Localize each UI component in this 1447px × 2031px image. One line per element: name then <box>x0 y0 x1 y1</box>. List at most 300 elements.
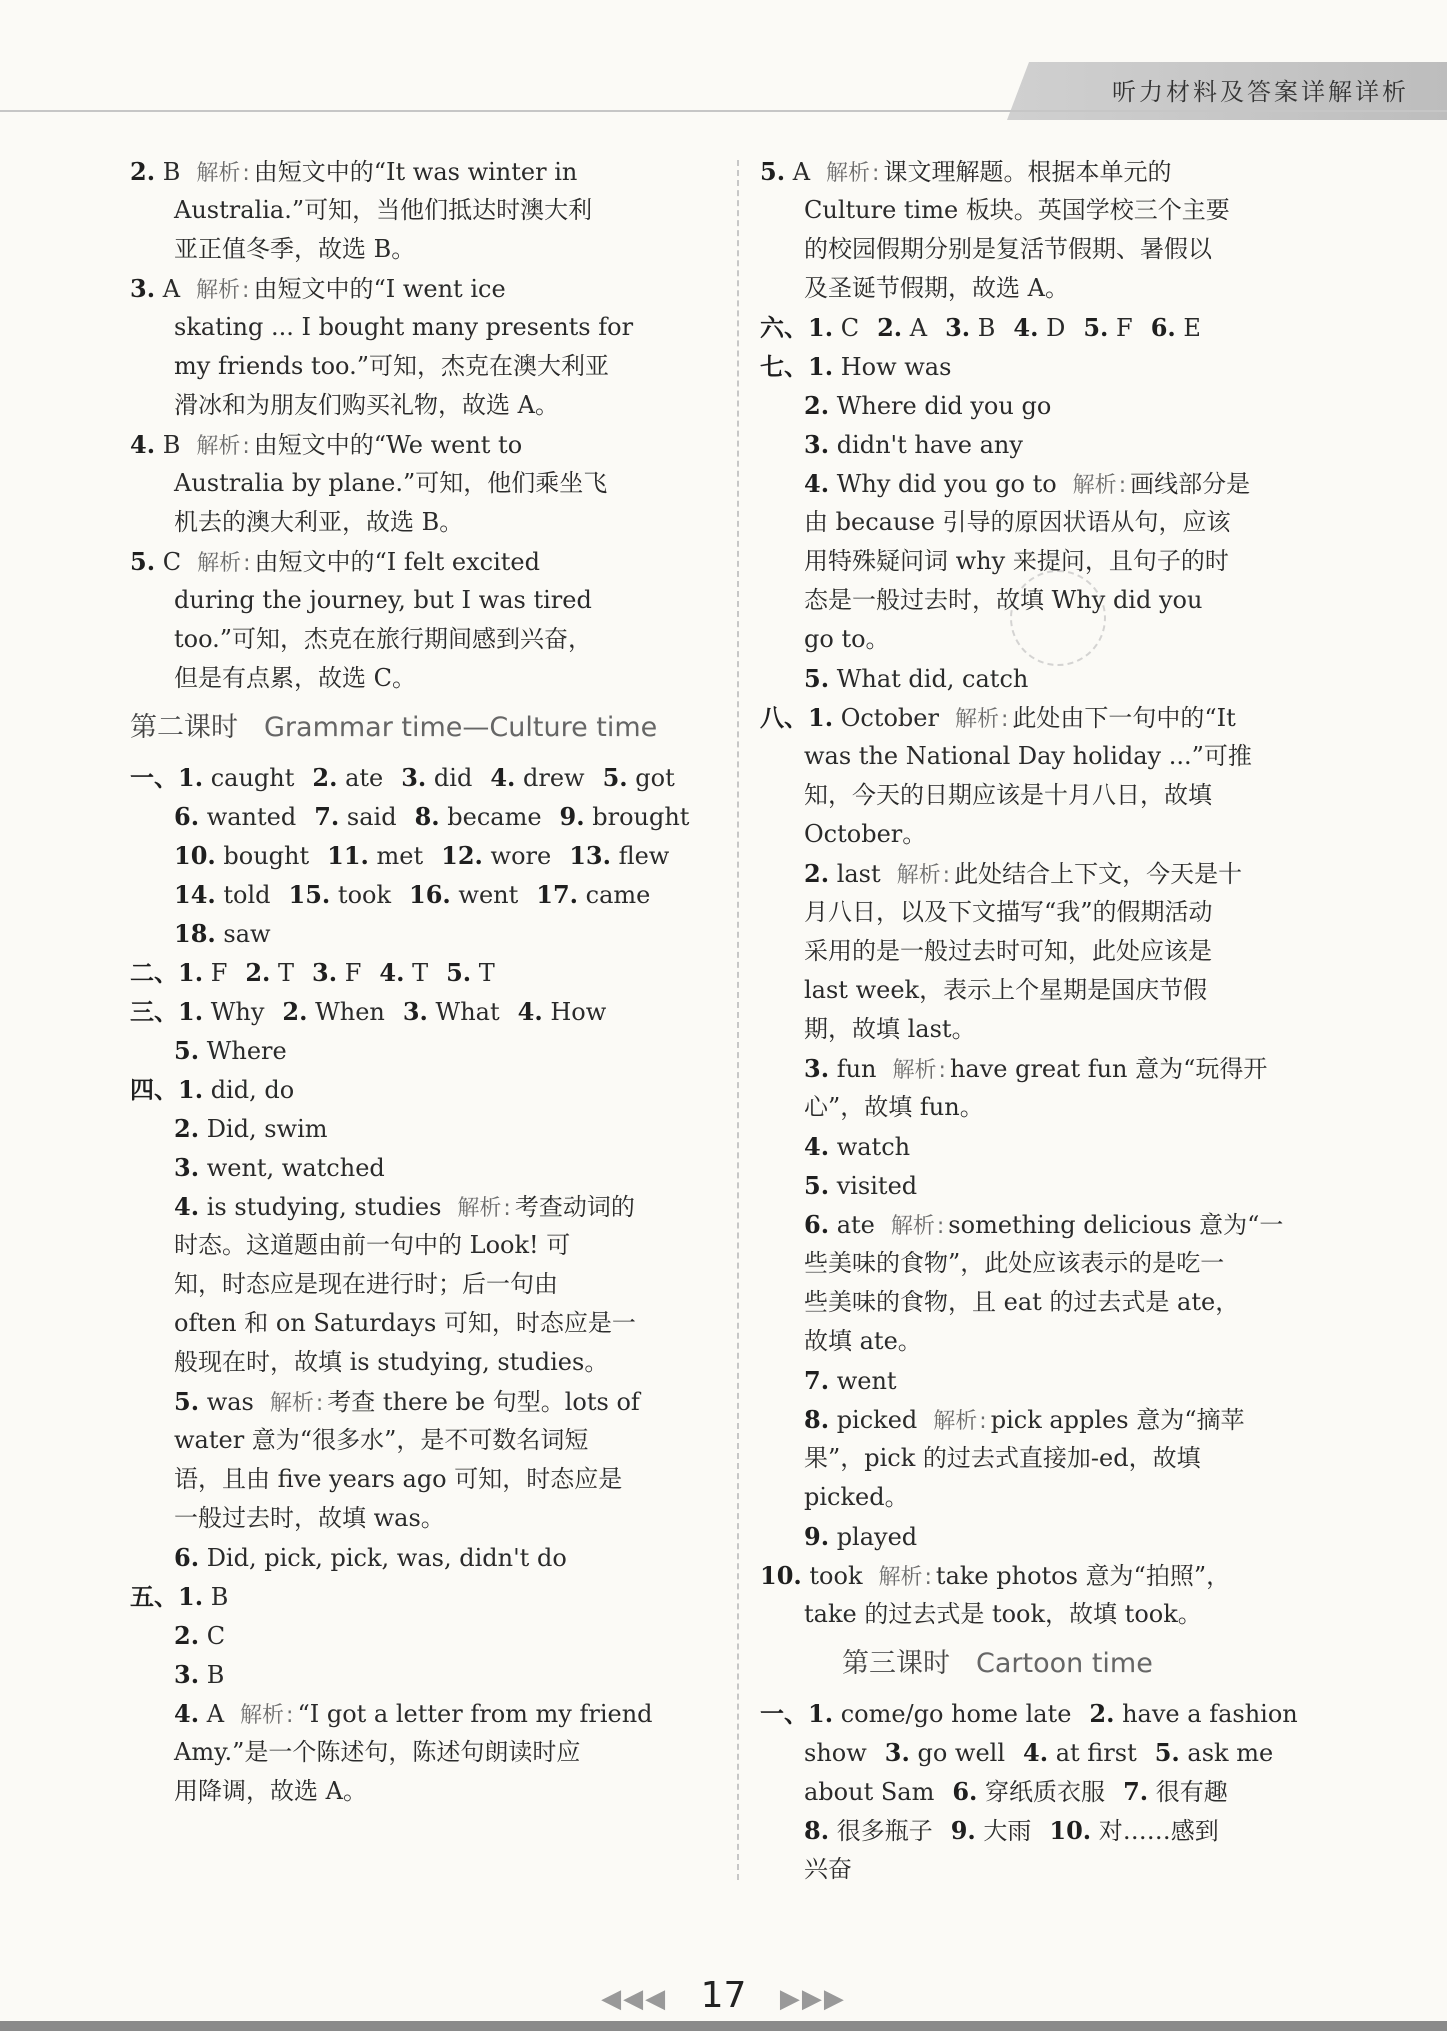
item-number: 4. <box>1023 1738 1049 1767</box>
answer-line <box>130 1499 710 1538</box>
item-number: 3. <box>884 1738 910 1767</box>
item-answer: C <box>199 1622 226 1650</box>
answer-line <box>760 1127 1340 1166</box>
item-number: 1. <box>808 703 834 732</box>
item-answer: visited <box>829 1172 918 1200</box>
line-text: 知，时态应是现在进行时；后一句由 <box>174 1270 558 1298</box>
item-answer: Did, pick, pick, was, didn't do <box>199 1544 567 1572</box>
analysis-label: 解析 <box>1072 473 1117 498</box>
section-marker: 二、 <box>130 958 178 987</box>
line-text: 故填 ate。 <box>804 1327 922 1355</box>
analysis-label: 解析 <box>826 161 871 186</box>
answer-line <box>130 464 710 503</box>
analysis-colon: : <box>286 1703 294 1728</box>
answer-line <box>760 971 1340 1010</box>
answer-line <box>760 1850 1340 1889</box>
item-answer: caught <box>203 764 295 792</box>
item-number: 10. <box>174 841 216 870</box>
item-answer: have a fashion <box>1114 1700 1298 1728</box>
item-number: 2. <box>1089 1699 1115 1728</box>
item-number: 7. <box>314 802 340 831</box>
item-number: 17. <box>536 880 579 909</box>
item-number: 4. <box>379 958 405 987</box>
answer-line <box>130 425 710 464</box>
item-number: 1. <box>808 1699 834 1728</box>
section-marker: 一、 <box>760 1699 808 1728</box>
answer-line <box>760 386 1340 425</box>
line-text: 知，今天的日期应该是十月八日，故填 <box>804 781 1212 809</box>
item-answer: did, do <box>203 1076 295 1104</box>
analysis-text: 课文理解题。根据本单元的 <box>883 158 1172 186</box>
item-answer: When <box>307 998 385 1026</box>
answer-line <box>130 875 710 914</box>
item-number: 1. <box>178 958 204 987</box>
item-answer: C <box>155 548 182 576</box>
analysis-colon: : <box>1000 707 1009 732</box>
line-text: was the National Day holiday ...”可推 <box>804 742 1252 770</box>
item-answer: A <box>155 275 181 303</box>
item-number: 5. <box>174 1387 200 1416</box>
item-answer: F <box>203 959 228 987</box>
lesson-subtitle: Grammar time—Culture time <box>264 712 658 743</box>
analysis-colon: : <box>243 551 251 576</box>
line-text: too.”可知，杰克在旅行期间感到兴奋， <box>174 625 593 653</box>
section-marker: 七、 <box>760 352 808 381</box>
item-number: 5. <box>804 1171 830 1200</box>
item-number: 11. <box>327 841 369 870</box>
answer-line <box>130 797 710 836</box>
item-answer: B <box>203 1583 229 1611</box>
analysis-colon: : <box>938 1058 946 1083</box>
header-rule <box>0 110 1447 112</box>
answer-line <box>760 620 1340 659</box>
answer-line <box>130 542 710 581</box>
item-number: 5. <box>1154 1738 1180 1767</box>
answer-line <box>760 230 1340 269</box>
answer-line <box>760 854 1340 893</box>
page-number: 17 <box>700 1975 747 2016</box>
answer-line <box>760 815 1340 854</box>
item-number: 4. <box>1013 313 1039 342</box>
analysis-text: 此处结合上下文，今天是十 <box>954 860 1243 888</box>
answer-line <box>130 152 710 191</box>
answer-line <box>760 1595 1340 1634</box>
item-number: 8. <box>804 1816 830 1845</box>
analysis-colon: : <box>979 1409 987 1434</box>
line-text: 果”，pick 的过去式直接加-ed，故填 <box>804 1444 1201 1472</box>
column-divider <box>737 160 739 1880</box>
answer-line <box>760 1694 1340 1733</box>
answer-line <box>760 1010 1340 1049</box>
answer-line <box>760 347 1340 386</box>
item-number: 6. <box>174 802 200 831</box>
analysis-colon: : <box>503 1196 511 1221</box>
item-number: 1. <box>178 997 204 1026</box>
analysis-colon: : <box>872 161 880 186</box>
answer-line <box>760 698 1340 737</box>
item-number: 7. <box>1123 1777 1149 1806</box>
line-text: 但是有点累，故选 C。 <box>174 664 416 692</box>
item-answer: watch <box>829 1133 911 1161</box>
analysis-colon: : <box>1118 473 1127 498</box>
item-answer: F <box>1108 314 1133 342</box>
answer-line <box>760 152 1340 191</box>
answer-line <box>130 1772 710 1811</box>
answer-line <box>130 308 710 347</box>
answer-line <box>760 1439 1340 1478</box>
analysis-colon: : <box>315 1391 324 1416</box>
analysis-text: have great fun 意为“玩得开 <box>949 1055 1268 1083</box>
item-number: 3. <box>804 430 830 459</box>
item-answer: A <box>785 158 811 186</box>
item-number: 4. <box>174 1699 200 1728</box>
answer-line <box>760 893 1340 932</box>
item-answer: said <box>339 803 397 831</box>
line-text: 用降调，故选 A。 <box>174 1777 367 1805</box>
item-answer: 穿纸质衣服 <box>977 1778 1106 1806</box>
prev-arrows-icon: ◀◀◀ <box>601 1984 668 2014</box>
answer-line <box>130 1226 710 1265</box>
item-number: 5. <box>446 958 472 987</box>
item-number: 9. <box>950 1816 976 1845</box>
item-number: 4. <box>517 997 543 1026</box>
item-number: 7. <box>804 1366 830 1395</box>
answer-line <box>760 1361 1340 1400</box>
item-number: 8. <box>414 802 440 831</box>
line-text: 一般过去时，故填 was。 <box>174 1504 445 1532</box>
item-answer: A <box>199 1700 225 1728</box>
item-answer: took <box>330 881 392 909</box>
answer-line <box>130 503 710 542</box>
answer-line <box>130 1265 710 1304</box>
line-text: 期，故填 last。 <box>804 1015 976 1043</box>
answer-line <box>760 464 1340 503</box>
next-arrows-icon: ▶▶▶ <box>779 1984 846 2014</box>
item-number: 3. <box>130 274 156 303</box>
item-number: 3. <box>174 1660 200 1689</box>
item-answer: 大雨 <box>975 1817 1032 1845</box>
analysis-colon: : <box>942 863 951 888</box>
line-text: Culture time 板块。英国学校三个主要 <box>804 196 1230 224</box>
item-answer: 对……感到 <box>1091 1817 1219 1845</box>
answer-line <box>130 1343 710 1382</box>
answer-line <box>760 542 1340 581</box>
line-text: 由 because 引导的原因状语从句，应该 <box>804 508 1231 536</box>
line-text: 心”，故填 fun。 <box>804 1093 984 1121</box>
answer-line <box>130 230 710 269</box>
item-answer: B <box>199 1661 225 1689</box>
item-answer: is studying, studies <box>199 1193 442 1221</box>
analysis-label: 解析 <box>196 161 241 186</box>
line-text: water 意为“很多水”，是不可数名词短 <box>174 1426 589 1454</box>
line-text: Australia by plane.”可知，他们乘坐飞 <box>174 469 608 497</box>
answer-line <box>760 269 1340 308</box>
item-number: 3. <box>312 958 338 987</box>
answer-line <box>760 659 1340 698</box>
item-number: 4. <box>490 763 516 792</box>
item-answer: ate <box>337 764 384 792</box>
line-text: my friends too.”可知，杰克在澳大利亚 <box>174 352 609 380</box>
line-text: 采用的是一般过去时可知，此处应该是 <box>804 937 1212 965</box>
analysis-text: 由短文中的“I went ice <box>253 275 506 303</box>
item-number: 13. <box>569 841 611 870</box>
answer-line <box>130 191 710 230</box>
section-marker: 四、 <box>130 1075 178 1104</box>
item-answer: F <box>337 959 362 987</box>
item-number: 5. <box>804 664 830 693</box>
item-answer: came <box>578 881 651 909</box>
item-number: 4. <box>804 469 830 498</box>
section-marker: 六、 <box>760 313 808 342</box>
item-number: 5. <box>174 1036 200 1065</box>
analysis-colon: : <box>924 1565 932 1590</box>
item-number: 6. <box>804 1210 830 1239</box>
analysis-colon: : <box>242 161 250 186</box>
line-text: 的校园假期分别是复活节假期、暑假以 <box>804 235 1212 263</box>
line-text: take 的过去式是 took，故填 took。 <box>804 1600 1202 1628</box>
item-number: 18. <box>174 919 216 948</box>
analysis-label: 解析 <box>197 551 242 576</box>
answer-line <box>130 1538 710 1577</box>
analysis-text: “I got a letter from my friend <box>297 1700 653 1728</box>
lesson-title: 第二课时 <box>130 712 238 743</box>
analysis-text: 由短文中的“It was winter in <box>253 158 578 186</box>
line-text: 些美味的食物”，此处应该表示的是吃一 <box>804 1249 1225 1277</box>
item-number: 1. <box>178 1582 204 1611</box>
item-answer: wore <box>482 842 552 870</box>
item-number: 8. <box>804 1405 830 1434</box>
item-number: 2. <box>174 1114 200 1143</box>
line-text: 用特殊疑问词 why 来提问，且句子的时 <box>804 547 1229 575</box>
item-number: 16. <box>409 880 451 909</box>
line-text: last week，表示上个星期是国庆节假 <box>804 976 1208 1004</box>
item-number: 6. <box>952 1777 978 1806</box>
answer-line <box>130 1577 710 1616</box>
answer-line <box>760 1322 1340 1361</box>
answer-line <box>130 836 710 875</box>
answer-line <box>760 1556 1340 1595</box>
item-answer: T <box>471 959 495 987</box>
item-answer: How <box>542 998 607 1026</box>
answer-line <box>130 1031 710 1070</box>
item-answer: What did, catch <box>829 665 1029 693</box>
line-text: 滑冰和为朋友们购买礼物，故选 A。 <box>174 391 559 419</box>
line-text: 机去的澳大利亚，故选 B。 <box>174 508 464 536</box>
line-text: picked。 <box>804 1483 909 1511</box>
item-number: 4. <box>130 430 156 459</box>
bottom-edge <box>0 2021 1447 2031</box>
item-number: 3. <box>402 997 428 1026</box>
answer-line <box>760 1733 1340 1772</box>
answer-line <box>130 347 710 386</box>
line-text: 时态。这道题由前一句中的 Look! 可 <box>174 1231 571 1259</box>
item-answer: bought <box>215 842 310 870</box>
item-answer: B <box>155 431 181 459</box>
answer-line <box>760 1049 1340 1088</box>
item-answer: T <box>404 959 429 987</box>
analysis-label: 解析 <box>890 1214 935 1239</box>
item-number: 2. <box>130 157 156 186</box>
item-answer: went, watched <box>199 1154 385 1182</box>
item-answer: 很多瓶子 <box>829 1817 933 1845</box>
answer-line <box>760 191 1340 230</box>
item-answer: D <box>1038 314 1066 342</box>
answer-line <box>130 914 710 953</box>
item-number: 15. <box>288 880 331 909</box>
analysis-label: 解析 <box>196 278 241 303</box>
analysis-label: 解析 <box>457 1196 502 1221</box>
section-marker: 一、 <box>130 763 178 792</box>
item-answer: told <box>215 881 271 909</box>
analysis-label: 解析 <box>269 1391 314 1416</box>
item-answer: flew <box>610 842 670 870</box>
analysis-text: take photos 意为“拍照”， <box>935 1562 1231 1590</box>
page-footer <box>0 1975 1447 2016</box>
analysis-text: 此处由下一句中的“It <box>1012 704 1236 732</box>
item-number: 10. <box>760 1561 802 1590</box>
item-answer: about Sam <box>804 1778 935 1806</box>
line-text: often 和 on Saturdays 可知，时态应是一 <box>174 1309 636 1337</box>
answer-line <box>760 1166 1340 1205</box>
answer-line <box>760 1205 1340 1244</box>
item-answer: B <box>155 158 181 186</box>
answer-line <box>130 1655 710 1694</box>
analysis-label: 解析 <box>196 434 241 459</box>
line-text: during the journey, but I was tired <box>174 586 592 614</box>
item-number: 2. <box>312 763 338 792</box>
left-column <box>130 152 710 1811</box>
item-number: 1. <box>808 352 834 381</box>
line-text: 语，且由 five years ago 可知，时态应是 <box>174 1465 623 1493</box>
item-answer: show <box>804 1739 867 1767</box>
item-number: 14. <box>174 880 216 909</box>
item-answer: brought <box>584 803 690 831</box>
line-text: 些美味的食物，且 eat 的过去式是 ate， <box>804 1288 1240 1316</box>
item-number: 9. <box>559 802 585 831</box>
item-answer: How was <box>833 353 952 381</box>
item-answer: E <box>1175 314 1201 342</box>
item-number: 1. <box>808 313 834 342</box>
item-answer: October <box>833 704 939 732</box>
item-answer: Why <box>203 998 265 1026</box>
line-text: Amy.”是一个陈述句，陈述句朗读时应 <box>174 1738 581 1766</box>
item-answer: saw <box>215 920 271 948</box>
line-text: 兴奋 <box>804 1855 852 1883</box>
item-number: 6. <box>174 1543 200 1572</box>
item-number: 4. <box>174 1192 200 1221</box>
item-number: 9. <box>804 1522 830 1551</box>
analysis-text: 由短文中的“We went to <box>253 431 523 459</box>
answer-line <box>130 1460 710 1499</box>
item-number: 1. <box>178 763 204 792</box>
section-marker: 三、 <box>130 997 178 1026</box>
item-answer: fun <box>829 1055 877 1083</box>
item-number: 1. <box>178 1075 204 1104</box>
answer-line <box>760 1811 1340 1850</box>
item-answer: come/go home late <box>833 1700 1072 1728</box>
answer-line <box>130 386 710 425</box>
item-answer: A <box>902 314 928 342</box>
item-number: 4. <box>804 1132 830 1161</box>
item-answer: last <box>829 860 881 888</box>
item-number: 2. <box>804 859 830 888</box>
line-text: 及圣诞节假期，故选 A。 <box>804 274 1069 302</box>
item-answer: at first <box>1048 1739 1137 1767</box>
item-number: 5. <box>130 547 156 576</box>
item-number: 2. <box>245 958 271 987</box>
item-number: 5. <box>602 763 628 792</box>
lesson-heading <box>760 1634 1340 1694</box>
answer-line <box>760 932 1340 971</box>
analysis-text: 考查 there be 句型。lots of <box>327 1388 640 1416</box>
item-answer: What <box>427 998 500 1026</box>
item-number: 3. <box>945 313 971 342</box>
answer-line <box>130 659 710 698</box>
analysis-label: 解析 <box>878 1565 923 1590</box>
analysis-label: 解析 <box>240 1703 285 1728</box>
item-number: 5. <box>1083 313 1109 342</box>
analysis-text: 画线部分是 <box>1130 470 1251 498</box>
line-text: October。 <box>804 820 927 848</box>
analysis-text: 由短文中的“I felt excited <box>254 548 540 576</box>
lesson-heading <box>130 698 710 758</box>
answer-line <box>130 953 710 992</box>
item-answer: go well <box>909 1739 1005 1767</box>
answer-line <box>130 992 710 1031</box>
answer-line <box>130 758 710 797</box>
item-number: 2. <box>804 391 830 420</box>
line-text: 亚正值冬季，故选 B。 <box>174 235 416 263</box>
section-marker: 八、 <box>760 703 808 732</box>
item-answer: Where did you go <box>829 392 1052 420</box>
answer-line <box>130 1304 710 1343</box>
answer-line <box>760 776 1340 815</box>
answer-line <box>760 1244 1340 1283</box>
line-text: skating ... I bought many presents for <box>174 313 634 341</box>
item-number: 2. <box>174 1621 200 1650</box>
answer-line <box>130 620 710 659</box>
answer-line <box>130 1070 710 1109</box>
answer-line <box>130 269 710 308</box>
item-answer: T <box>270 959 295 987</box>
answer-line <box>760 1517 1340 1556</box>
item-number: 3. <box>401 763 427 792</box>
analysis-colon: : <box>242 434 250 459</box>
item-answer: Did, swim <box>199 1115 328 1143</box>
line-text: 般现在时，故填 is studying, studies。 <box>174 1348 609 1376</box>
line-text: go to。 <box>804 625 890 653</box>
answer-line <box>760 308 1340 347</box>
item-answer: picked <box>829 1406 918 1434</box>
item-answer: 很有趣 <box>1148 1778 1228 1806</box>
analysis-colon: : <box>242 278 250 303</box>
item-answer: drew <box>515 764 585 792</box>
right-column <box>760 152 1340 1889</box>
analysis-text: 考查动词的 <box>514 1193 635 1221</box>
item-answer: Where <box>199 1037 287 1065</box>
answer-line <box>760 1088 1340 1127</box>
answer-line <box>760 1478 1340 1517</box>
answer-line <box>130 1421 710 1460</box>
item-answer: ask me <box>1179 1739 1274 1767</box>
item-answer: became <box>439 803 542 831</box>
item-answer: played <box>829 1523 918 1551</box>
answer-line <box>760 503 1340 542</box>
item-answer: ate <box>829 1211 875 1239</box>
item-answer: was <box>199 1388 254 1416</box>
analysis-label: 解析 <box>896 863 941 888</box>
line-text: 态是一般过去时，故填 Why did you <box>804 586 1203 614</box>
